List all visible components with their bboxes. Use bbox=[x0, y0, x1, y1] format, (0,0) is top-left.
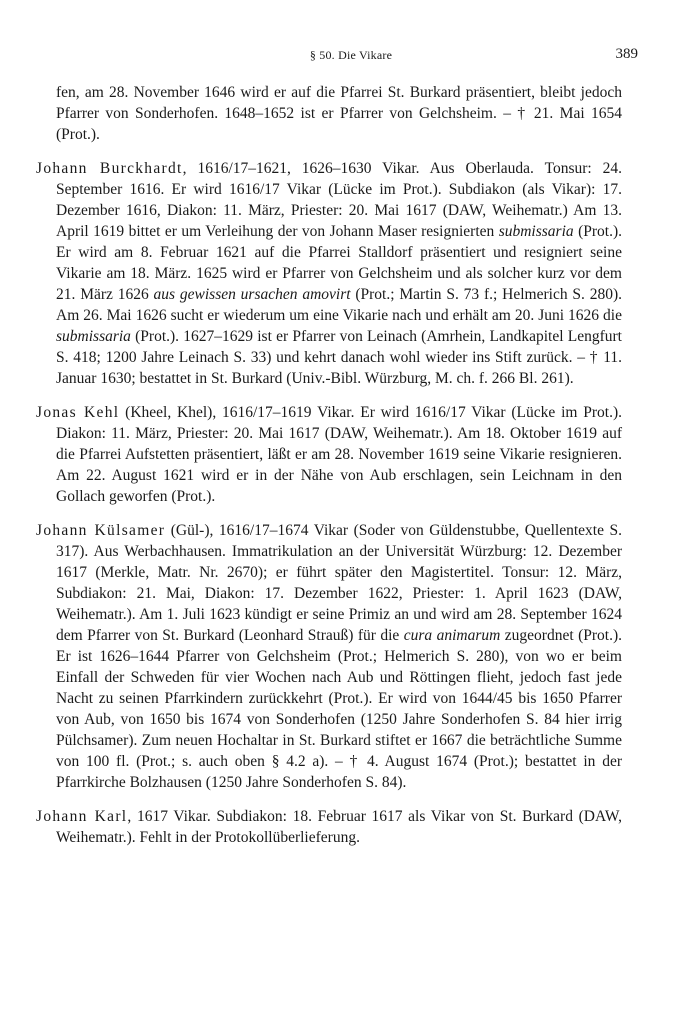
entry-name: Johann Burckhardt bbox=[36, 160, 183, 177]
book-page bbox=[36, 0, 666, 1035]
entry-johann-burckhardt bbox=[36, 158, 622, 389]
entry-text: (Gül-), 1616/17–1674 Vikar (Soder von Güldenstubbe, Quellentexte S. 317). Aus Werbachhausen. Immatrikulation an der Universität Würzburg: 12. Dezember 1617 (Merkle, Matr. Nr. 2670); er führt später den Magistertitel. Tonsur: 12. März, Subdiakon: 21. Mai, Diakon: 17. Dezember 1622, Priester: 1. April 1623 (DAW, Weihematr.). Am 1. Juli 1623 kündigt er seine Primiz an und wird am 28. September 1624 dem Pfarrer von St. Burkard (Leonhard Strauß) für die bbox=[56, 522, 622, 644]
entry-name: Johann Külsamer bbox=[36, 522, 166, 539]
entry-text: (Prot.). Er wird am 8. Februar 1621 auf die Pfarrei Stalldorf präsentiert und resigniert seine Vikarie am 18. März. 1625 wird er Pfarrer von Gelchsheim und als solcher kurz vor dem 21. März 1626 bbox=[56, 223, 622, 303]
entry-text-italic: submissaria bbox=[56, 328, 131, 345]
page-header bbox=[36, 46, 666, 66]
entry-text-italic: aus gewissen ursachen amovirt bbox=[153, 286, 351, 303]
entry-text: , 1616/17–1621, 1626–1630 Vikar. Aus Oberlauda. Tonsur: 24. September 1616. Er wird 1616/17 Vikar (Lücke im Prot.). Subdiakon (als Vikar): 17. Dezember 1616, Diakon: 11. März, Priester: 20. Mai 1617 (DAW, Weihematr.) Am 13. April 1619 bittet er um Verleihung der von Johann Maser resignierten bbox=[56, 160, 622, 240]
page-number: 389 bbox=[615, 46, 638, 62]
entry-text: (Prot.; Martin S. 73 f.; Helmerich S. 280). Am 26. Mai 1626 sucht er wiederum um eine Vikarie nach und erhält am 20. Juni 1626 die bbox=[56, 286, 623, 324]
text-body bbox=[36, 82, 622, 861]
entry-johann-karl bbox=[36, 806, 622, 848]
entry-text: , 1617 Vikar. Subdiakon: 18. Februar 1617 als Vikar von St. Burkard (DAW, Weihematr.). Fehlt in der Protokollüberlieferung. bbox=[56, 808, 622, 846]
entry-name: Jonas Kehl bbox=[36, 404, 120, 421]
entry-johann-kuelsamer bbox=[36, 520, 622, 793]
entry-text-italic: cura animarum bbox=[403, 627, 501, 644]
entry-text: zugeordnet (Prot.). Er ist 1626–1644 Pfarrer von Gelchsheim (Prot.; Helmerich S. 280), von wo er beim Einfall der Schweden für vier Wochen nach Aub und Röttingen flieht, jedoch fast jede Nacht zu seinen Pfarrkindern zurückkehrt (Prot.). Er wird von 1644/45 bis 1650 Pfarrer von Aub, von 1650 bis 1674 von Sonderhofen (1250 Jahre Sonderhofen S. 84 hier irrig Pülchsamer). Zum neuen Hochaltar in St. Burkard stiftet er 1667 die beträchtliche Summe von 100 fl. (Prot.; s. auch oben § 4.2 a). – † 4. August 1674 (Prot.); bestattet in der Pfarrkirche Bolzhausen (1250 Jahre Sonderhofen S. 84). bbox=[56, 627, 623, 791]
entry-continuation bbox=[36, 82, 622, 145]
entry-text: (Kheel, Khel), 1616/17–1619 Vikar. Er wird 1616/17 Vikar (Lücke im Prot.). Diakon: 11. März, Priester: 20. Mai 1617 (DAW, Weihematr.). Am 18. Oktober 1619 auf die Pfarrei Aufstetten präsentiert, läßt er am 28. November 1619 seine Vikarie resignieren. Am 22. August 1621 wird er in der Nähe von Aub erschlagen, sein Leichnam in den Gollach geworfen (Prot.). bbox=[56, 404, 622, 505]
entry-jonas-kehl bbox=[36, 402, 622, 507]
entry-text: (Prot.). 1627–1629 ist er Pfarrer von Leinach (Amrhein, Landkapitel Lengfurt S. 418; 1200 Jahre Leinach S. 33) und kehrt danach wohl wieder ins Stift zurück. – † 11. Januar 1630; bestattet in St. Burkard (Univ.-Bibl. Würzburg, M. ch. f. 266 Bl. 261). bbox=[56, 328, 622, 387]
entry-text: fen, am 28. November 1646 wird er auf die Pfarrei St. Burkard präsentiert, bleibt jedoch Pfarrer von Sonderhofen. 1648–1652 ist er Pfarrer von Gelchsheim. – † 21. Mai 1654 (Prot.). bbox=[56, 84, 622, 143]
entry-text-italic: submissaria bbox=[498, 223, 574, 240]
running-head: § 50. Die Vikare bbox=[309, 48, 393, 62]
entry-name: Johann Karl bbox=[36, 808, 128, 825]
